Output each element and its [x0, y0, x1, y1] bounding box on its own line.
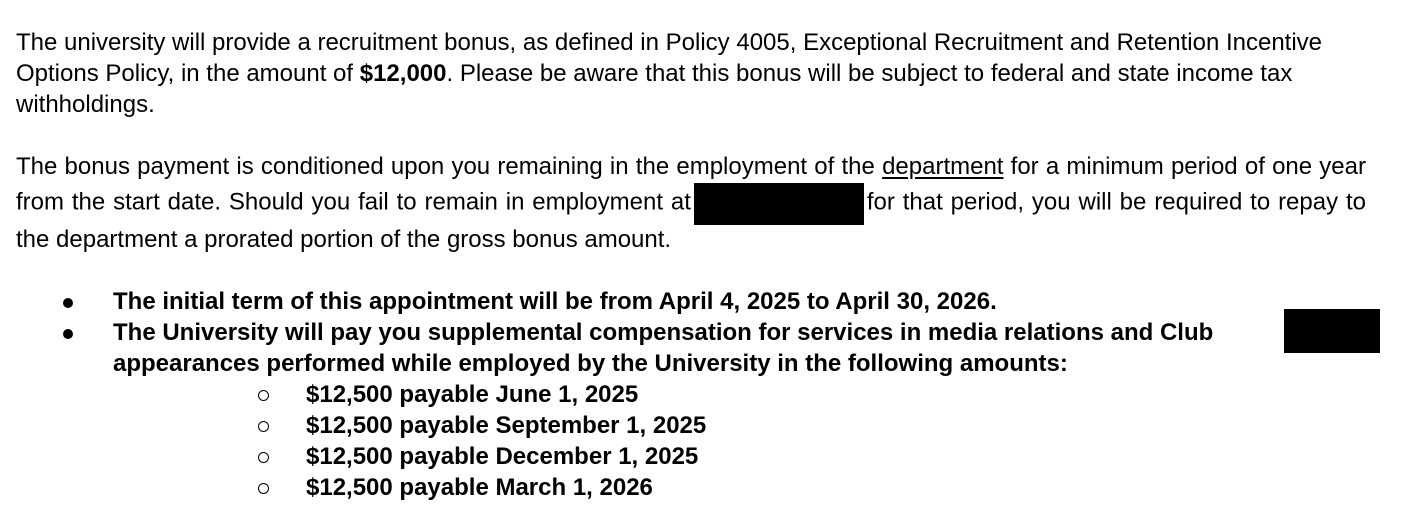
redaction-box — [694, 183, 864, 225]
document-body — [16, 27, 1366, 503]
terms-bullet-list — [16, 286, 1366, 503]
payment-schedule-list — [113, 379, 1366, 503]
paragraph2-underlined-word: department — [882, 153, 1004, 180]
payment-item — [113, 410, 1366, 441]
paragraph1-text-a: The university will provide a recruitment bonus, as defined in Policy 4005, Exceptional Recruitment and Retention Incentive Options Policy, in the amount of — [16, 29, 1323, 87]
bullet-icon — [63, 329, 73, 339]
bullet-text: The University will pay you supplemental compensation for services in media relations and Club appearances performed while employed by the University in the following amounts: — [113, 319, 1214, 377]
payment-item — [113, 472, 1366, 503]
hollow-bullet-icon — [258, 421, 269, 432]
hollow-bullet-icon — [258, 452, 269, 463]
redaction-box — [1284, 309, 1380, 353]
payment-item — [113, 441, 1366, 472]
payment-item — [113, 379, 1366, 410]
paragraph1-text-b: . Please be aware that this bonus will be subject to federal and state income tax withholdings. — [16, 60, 1293, 118]
payment-text: $12,500 payable September 1, 2025 — [306, 412, 707, 439]
paragraph-bonus-condition — [16, 151, 1366, 255]
payment-text: $12,500 payable June 1, 2025 — [306, 381, 639, 408]
paragraph2-text-c: for that period, you will be required to repay to the department a prorated portion of the gross bonus amount. — [16, 188, 1366, 253]
payment-text: $12,500 payable December 1, 2025 — [306, 443, 699, 470]
hollow-bullet-icon — [258, 483, 269, 494]
bonus-amount: $12,000 — [359, 60, 447, 87]
paragraph-recruitment-bonus — [16, 27, 1366, 120]
payment-text: $12,500 payable March 1, 2026 — [306, 474, 653, 501]
paragraph2-text-b: for a minimum period of one year from the start date. Should you fail to remain in employment at — [16, 153, 1366, 216]
hollow-bullet-icon — [258, 390, 269, 401]
bullet-item-initial-term — [16, 286, 1366, 317]
bullet-text: The initial term of this appointment will be from April 4, 2025 to April 30, 2026. — [113, 288, 997, 315]
bullet-icon — [63, 298, 73, 308]
bullet-item-supplemental-compensation — [16, 317, 1366, 503]
paragraph2-text-a: The bonus payment is conditioned upon you remaining in the employment of the — [16, 153, 883, 180]
